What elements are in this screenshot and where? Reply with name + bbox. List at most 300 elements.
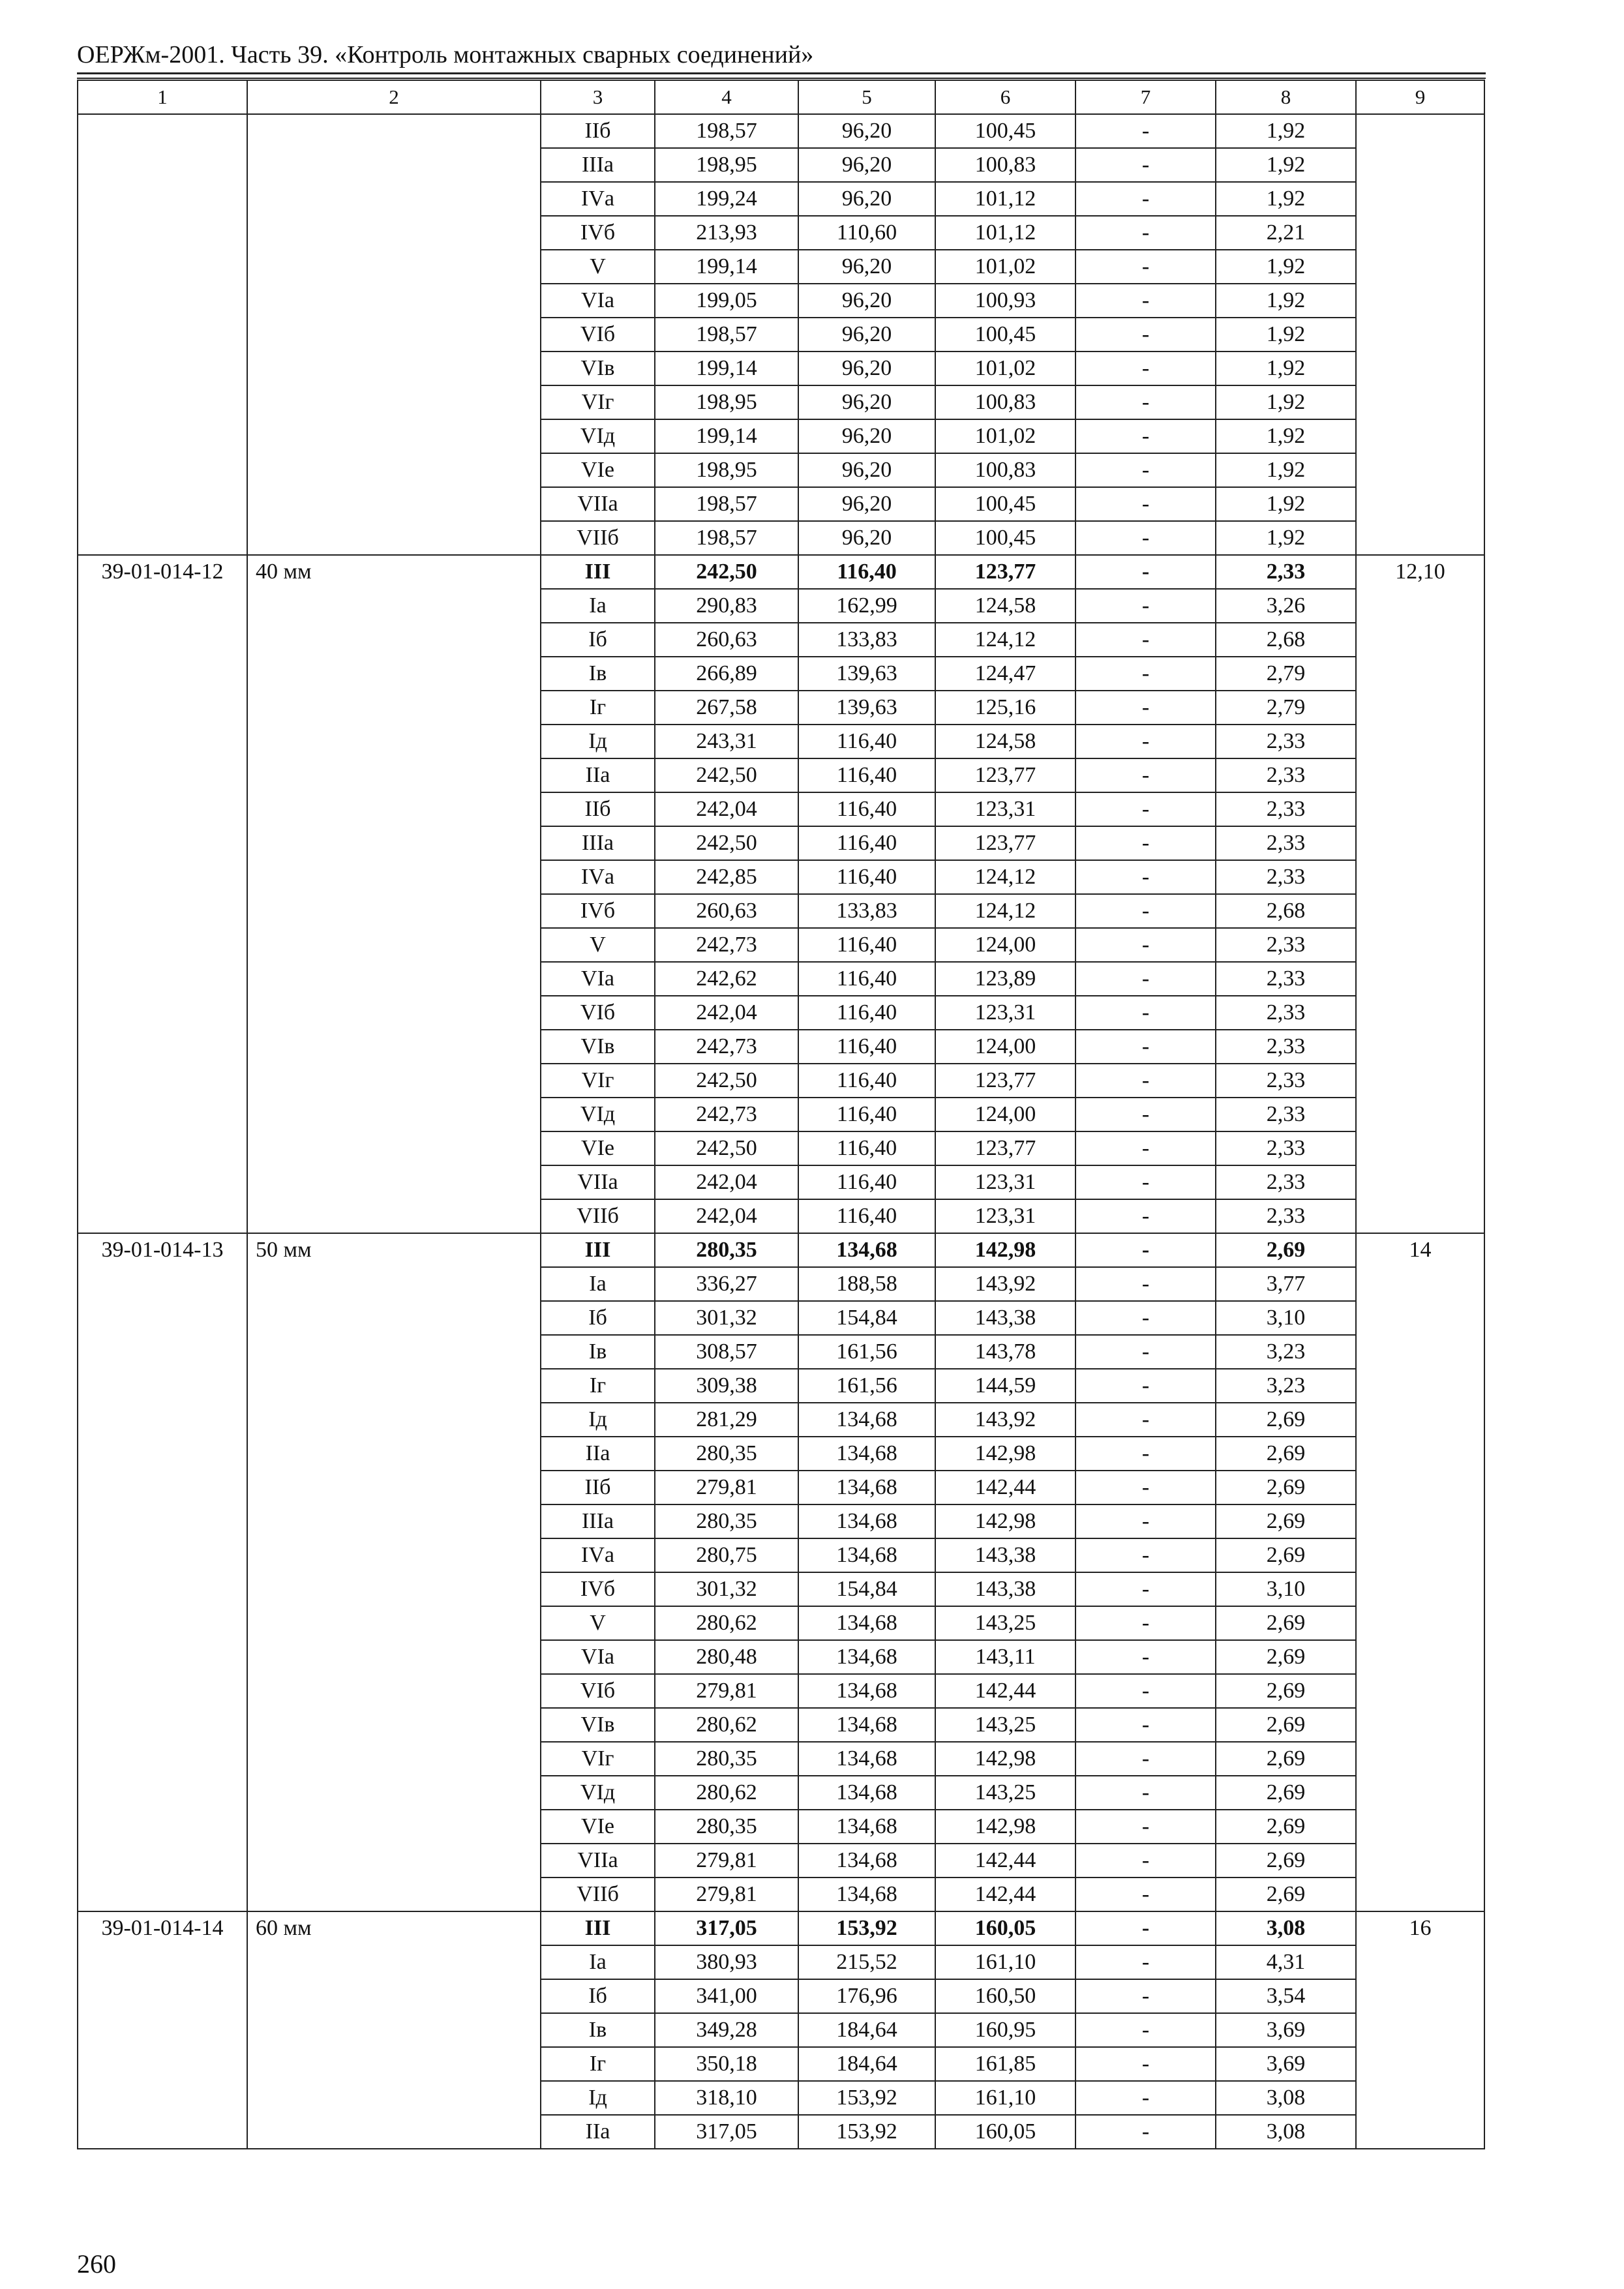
table-cell-c3: VIIа <box>541 487 655 521</box>
table-cell-c6: 123,77 <box>935 555 1075 589</box>
column-number-cell: 4 <box>655 80 798 114</box>
table-cell-c4: 242,62 <box>655 962 798 996</box>
table-cell-c8: 1,92 <box>1216 250 1356 284</box>
table-cell-c5: 134,68 <box>798 1742 935 1776</box>
table-cell-c6: 142,44 <box>935 1674 1075 1708</box>
table-cell-c8: 3,08 <box>1216 2115 1356 2149</box>
table-cell-c8: 1,92 <box>1216 453 1356 487</box>
table-cell-c7: - <box>1075 1504 1216 1538</box>
column-number-cell: 6 <box>935 80 1075 114</box>
table-cell-c4: 317,05 <box>655 1911 798 1945</box>
table-cell-c4: 279,81 <box>655 1674 798 1708</box>
table-cell-c5: 153,92 <box>798 1911 935 1945</box>
table-cell-c4: 260,63 <box>655 894 798 928</box>
table-cell-c4: 336,27 <box>655 1267 798 1301</box>
column-number-cell: 8 <box>1216 80 1356 114</box>
table-cell-c7: - <box>1075 2047 1216 2081</box>
table-cell-c3: VIIб <box>541 1199 655 1233</box>
table-cell-c7: - <box>1075 792 1216 826</box>
table-cell-c7: - <box>1075 657 1216 691</box>
table-cell-c5: 116,40 <box>798 1131 935 1165</box>
table-cell-c8: 2,68 <box>1216 894 1356 928</box>
table-cell-c7: - <box>1075 1844 1216 1878</box>
table-cell-c6: 124,12 <box>935 623 1075 657</box>
total-cell: 16 <box>1356 1911 1484 2149</box>
table-cell-c4: 267,58 <box>655 691 798 725</box>
table-cell-c5: 116,40 <box>798 725 935 758</box>
table-cell-c5: 134,68 <box>798 1844 935 1878</box>
table-cell-c8: 1,92 <box>1216 419 1356 453</box>
table-cell-c7: - <box>1075 521 1216 555</box>
table-cell-c3: IIа <box>541 2115 655 2149</box>
table-cell-c6: 100,45 <box>935 114 1075 148</box>
table-cell-c8: 3,54 <box>1216 1979 1356 2013</box>
table-cell-c7: - <box>1075 1708 1216 1742</box>
table-cell-c6: 123,77 <box>935 1064 1075 1098</box>
table-cell-c6: 124,12 <box>935 860 1075 894</box>
table-cell-c8: 1,92 <box>1216 148 1356 182</box>
table-cell-c7: - <box>1075 385 1216 419</box>
table-cell-c6: 143,92 <box>935 1267 1075 1301</box>
table-cell-c8: 1,92 <box>1216 114 1356 148</box>
table-cell-c6: 142,44 <box>935 1878 1075 1911</box>
table-cell-c3: IVа <box>541 182 655 216</box>
table-cell-c7: - <box>1075 1471 1216 1504</box>
table-cell-c6: 142,44 <box>935 1471 1075 1504</box>
table-row <box>78 1911 1484 1945</box>
column-number-cell: 5 <box>798 80 935 114</box>
table-cell-c6: 100,45 <box>935 318 1075 352</box>
table-cell-c6: 143,25 <box>935 1776 1075 1810</box>
table-cell-c8: 2,69 <box>1216 1640 1356 1674</box>
table-cell-c3: VIд <box>541 1098 655 1131</box>
table-cell-c5: 184,64 <box>798 2047 935 2081</box>
table-cell-c3: IIIа <box>541 826 655 860</box>
table-cell-c4: 199,14 <box>655 352 798 385</box>
table-cell-c3: VIд <box>541 1776 655 1810</box>
table-cell-c8: 2,33 <box>1216 555 1356 589</box>
table-cell-c8: 3,10 <box>1216 1572 1356 1606</box>
table-cell-c6: 100,83 <box>935 453 1075 487</box>
table-cell-c8: 2,69 <box>1216 1606 1356 1640</box>
table-cell-c7: - <box>1075 453 1216 487</box>
table-cell-c7: - <box>1075 2081 1216 2115</box>
table-cell-c8: 2,33 <box>1216 928 1356 962</box>
table-cell-c6: 160,95 <box>935 2013 1075 2047</box>
table-cell-c6: 125,16 <box>935 691 1075 725</box>
table-cell-c8: 1,92 <box>1216 352 1356 385</box>
table-cell-c8: 2,33 <box>1216 792 1356 826</box>
table-cell-c4: 280,48 <box>655 1640 798 1674</box>
table-cell-c6: 123,77 <box>935 758 1075 792</box>
table-cell-c7: - <box>1075 962 1216 996</box>
table-cell-c7: - <box>1075 1165 1216 1199</box>
table-cell-c3: VIа <box>541 284 655 318</box>
table-cell-c4: 350,18 <box>655 2047 798 2081</box>
table-cell-c6: 143,25 <box>935 1708 1075 1742</box>
table-cell-c4: 280,35 <box>655 1233 798 1267</box>
table-cell-c5: 96,20 <box>798 318 935 352</box>
table-cell-c6: 160,05 <box>935 2115 1075 2149</box>
table-cell-c5: 134,68 <box>798 1403 935 1437</box>
table-cell-c8: 2,21 <box>1216 216 1356 250</box>
table-cell-c7: - <box>1075 1301 1216 1335</box>
table-cell-c8: 2,69 <box>1216 1708 1356 1742</box>
table-cell-c7: - <box>1075 2013 1216 2047</box>
table-cell-c4: 317,05 <box>655 2115 798 2149</box>
table-cell-c5: 184,64 <box>798 2013 935 2047</box>
table-cell-c8: 2,33 <box>1216 826 1356 860</box>
table-cell-c3: VIе <box>541 453 655 487</box>
column-number-cell: 7 <box>1075 80 1216 114</box>
table-cell-c3: V <box>541 250 655 284</box>
table-cell-c3: Iб <box>541 623 655 657</box>
table-cell-c3: Iд <box>541 1403 655 1437</box>
table-cell-c8: 2,69 <box>1216 1674 1356 1708</box>
table-cell-c8: 1,92 <box>1216 521 1356 555</box>
table-cell-c7: - <box>1075 1369 1216 1403</box>
table-cell-c6: 101,02 <box>935 250 1075 284</box>
table-cell-c3: IIб <box>541 792 655 826</box>
table-cell-c7: - <box>1075 1267 1216 1301</box>
table-cell-c7: - <box>1075 114 1216 148</box>
table-cell-c4: 309,38 <box>655 1369 798 1403</box>
table-cell-c7: - <box>1075 318 1216 352</box>
table-cell-c3: VIа <box>541 1640 655 1674</box>
table-cell-c4: 243,31 <box>655 725 798 758</box>
table-cell-c6: 101,02 <box>935 352 1075 385</box>
table-cell-c3: VIд <box>541 419 655 453</box>
header-rule-secondary <box>77 78 1486 79</box>
column-number-row <box>78 80 1484 114</box>
table-cell-c8: 2,33 <box>1216 860 1356 894</box>
table-cell-c5: 116,40 <box>798 1098 935 1131</box>
table-cell-c7: - <box>1075 216 1216 250</box>
table-cell-c8: 3,10 <box>1216 1301 1356 1335</box>
table-cell-c5: 116,40 <box>798 555 935 589</box>
table-cell-c5: 134,68 <box>798 1504 935 1538</box>
table-cell-c6: 143,38 <box>935 1572 1075 1606</box>
table-cell-c3: Iд <box>541 2081 655 2115</box>
rates-table-body <box>78 80 1484 2149</box>
table-cell-c8: 2,69 <box>1216 1538 1356 1572</box>
table-cell-c5: 116,40 <box>798 962 935 996</box>
table-cell-c4: 280,35 <box>655 1742 798 1776</box>
table-cell-c8: 2,69 <box>1216 1844 1356 1878</box>
table-cell-c5: 96,20 <box>798 148 935 182</box>
table-cell-c7: - <box>1075 1131 1216 1165</box>
table-cell-c3: VIIа <box>541 1844 655 1878</box>
page-number: 260 <box>77 2249 116 2279</box>
column-number-cell: 3 <box>541 80 655 114</box>
table-cell-c3: VIе <box>541 1810 655 1844</box>
table-cell-c6: 161,10 <box>935 1945 1075 1979</box>
table-cell-c8: 3,69 <box>1216 2047 1356 2081</box>
table-cell-c3: VIг <box>541 1064 655 1098</box>
table-cell-c7: - <box>1075 1776 1216 1810</box>
table-cell-c6: 100,83 <box>935 148 1075 182</box>
table-cell-c4: 213,93 <box>655 216 798 250</box>
table-cell-c3: Iг <box>541 1369 655 1403</box>
header-rule <box>77 72 1486 74</box>
table-cell-c7: - <box>1075 182 1216 216</box>
table-cell-c3: Iг <box>541 2047 655 2081</box>
rate-code-cell: 39-01-014-14 <box>78 1911 247 2149</box>
table-cell-c6: 123,31 <box>935 1165 1075 1199</box>
table-cell-c3: IIIа <box>541 1504 655 1538</box>
table-cell-c6: 100,45 <box>935 521 1075 555</box>
table-cell-c4: 198,95 <box>655 148 798 182</box>
table-cell-c6: 142,98 <box>935 1233 1075 1267</box>
table-cell-c8: 3,08 <box>1216 2081 1356 2115</box>
table-cell-c3: III <box>541 555 655 589</box>
table-cell-c4: 380,93 <box>655 1945 798 1979</box>
table-cell-c8: 3,26 <box>1216 589 1356 623</box>
table-cell-c5: 188,58 <box>798 1267 935 1301</box>
table-cell-c6: 100,45 <box>935 487 1075 521</box>
table-cell-c4: 341,00 <box>655 1979 798 2013</box>
table-cell-c7: - <box>1075 1572 1216 1606</box>
table-cell-c5: 96,20 <box>798 453 935 487</box>
table-cell-c8: 3,23 <box>1216 1369 1356 1403</box>
table-cell-c5: 134,68 <box>798 1810 935 1844</box>
table-cell-c4: 242,50 <box>655 1064 798 1098</box>
table-cell-c7: - <box>1075 284 1216 318</box>
table-cell-c3: V <box>541 1606 655 1640</box>
table-cell-c6: 142,98 <box>935 1742 1075 1776</box>
table-cell-c8: 2,69 <box>1216 1878 1356 1911</box>
table-cell-c3: III <box>541 1911 655 1945</box>
table-cell-c6: 124,47 <box>935 657 1075 691</box>
table-cell-c5: 116,40 <box>798 1199 935 1233</box>
table-cell-c8: 2,79 <box>1216 657 1356 691</box>
table-cell-c3: Iв <box>541 2013 655 2047</box>
table-cell-c6: 101,12 <box>935 216 1075 250</box>
total-cell: 12,10 <box>1356 555 1484 1233</box>
table-cell-c4: 301,32 <box>655 1572 798 1606</box>
table-cell-c4: 242,73 <box>655 928 798 962</box>
table-cell-c5: 133,83 <box>798 623 935 657</box>
table-cell-c6: 161,85 <box>935 2047 1075 2081</box>
table-cell-c5: 134,68 <box>798 1606 935 1640</box>
table-cell-c8: 1,92 <box>1216 318 1356 352</box>
table-cell-c4: 198,57 <box>655 114 798 148</box>
table-cell-c5: 176,96 <box>798 1979 935 2013</box>
table-cell-c3: VIб <box>541 318 655 352</box>
table-cell-c6: 123,31 <box>935 996 1075 1030</box>
table-cell-c3: Iд <box>541 725 655 758</box>
table-cell-c5: 134,68 <box>798 1471 935 1504</box>
table-cell-c5: 116,40 <box>798 826 935 860</box>
table-cell-c7: - <box>1075 1437 1216 1471</box>
table-cell-c4: 280,62 <box>655 1708 798 1742</box>
table-cell-c8: 2,33 <box>1216 1098 1356 1131</box>
table-cell-c6: 143,92 <box>935 1403 1075 1437</box>
table-cell-c7: - <box>1075 555 1216 589</box>
table-cell-c3: VIа <box>541 962 655 996</box>
table-cell-c6: 124,58 <box>935 589 1075 623</box>
table-cell-c5: 96,20 <box>798 385 935 419</box>
table-cell-c6: 143,38 <box>935 1538 1075 1572</box>
table-cell-c7: - <box>1075 1945 1216 1979</box>
table-cell-c8: 2,33 <box>1216 1199 1356 1233</box>
table-cell-c3: Iа <box>541 589 655 623</box>
table-cell-c7: - <box>1075 1064 1216 1098</box>
table-cell-c3: VIIа <box>541 1165 655 1199</box>
document-header-title: ОЕРЖм-2001. Часть 39. «Контроль монтажных сварных соединений» <box>77 41 814 68</box>
table-row <box>78 555 1484 589</box>
table-cell-c7: - <box>1075 148 1216 182</box>
table-cell-c3: Iа <box>541 1267 655 1301</box>
table-cell-c3: VIг <box>541 385 655 419</box>
table-cell-c6: 142,98 <box>935 1504 1075 1538</box>
table-cell-c6: 142,44 <box>935 1844 1075 1878</box>
table-cell-c4: 301,32 <box>655 1301 798 1335</box>
table-cell-c6: 123,31 <box>935 792 1075 826</box>
table-cell-c7: - <box>1075 2115 1216 2149</box>
table-cell-c3: IIа <box>541 758 655 792</box>
table-cell-c5: 116,40 <box>798 1064 935 1098</box>
table-cell-c4: 349,28 <box>655 2013 798 2047</box>
table-cell-c4: 279,81 <box>655 1471 798 1504</box>
table-cell-c3: Iг <box>541 691 655 725</box>
table-cell-c6: 142,98 <box>935 1437 1075 1471</box>
table-cell-c5: 96,20 <box>798 419 935 453</box>
table-cell-c8: 2,69 <box>1216 1810 1356 1844</box>
table-cell-c5: 215,52 <box>798 1945 935 1979</box>
table-cell-c8: 2,33 <box>1216 1165 1356 1199</box>
table-cell-c7: - <box>1075 623 1216 657</box>
table-cell-c7: - <box>1075 725 1216 758</box>
table-cell-c7: - <box>1075 928 1216 962</box>
table-cell-c7: - <box>1075 589 1216 623</box>
table-cell-c8: 2,33 <box>1216 1030 1356 1064</box>
table-cell-c7: - <box>1075 1335 1216 1369</box>
table-cell-c8: 2,69 <box>1216 1504 1356 1538</box>
table-cell-c4: 290,83 <box>655 589 798 623</box>
table-cell-c8: 2,69 <box>1216 1437 1356 1471</box>
table-cell-c5: 96,20 <box>798 182 935 216</box>
table-cell-c4: 308,57 <box>655 1335 798 1369</box>
table-cell-c5: 134,68 <box>798 1437 935 1471</box>
table-cell-c6: 124,12 <box>935 894 1075 928</box>
table-cell-c5: 96,20 <box>798 284 935 318</box>
table-cell-c4: 198,95 <box>655 385 798 419</box>
table-cell-c3: IIб <box>541 114 655 148</box>
column-number-cell: 1 <box>78 80 247 114</box>
table-cell-c7: - <box>1075 487 1216 521</box>
table-cell-c4: 242,73 <box>655 1030 798 1064</box>
table-cell-c6: 101,02 <box>935 419 1075 453</box>
table-cell-c6: 143,25 <box>935 1606 1075 1640</box>
table-cell-c5: 110,60 <box>798 216 935 250</box>
table-cell-c5: 161,56 <box>798 1335 935 1369</box>
table-cell-c7: - <box>1075 1640 1216 1674</box>
table-cell-c3: Iв <box>541 1335 655 1369</box>
table-cell-c3: IVа <box>541 860 655 894</box>
table-cell-c5: 161,56 <box>798 1369 935 1403</box>
table-cell-c7: - <box>1075 996 1216 1030</box>
table-cell-c4: 199,05 <box>655 284 798 318</box>
rates-table <box>77 80 1485 2149</box>
table-cell-c7: - <box>1075 860 1216 894</box>
table-cell-c8: 3,69 <box>1216 2013 1356 2047</box>
table-cell-c4: 280,35 <box>655 1437 798 1471</box>
table-cell-c3: III <box>541 1233 655 1267</box>
table-cell-c5: 116,40 <box>798 1165 935 1199</box>
table-cell-c4: 198,95 <box>655 453 798 487</box>
table-cell-c7: - <box>1075 250 1216 284</box>
table-cell-c7: - <box>1075 826 1216 860</box>
table-cell-c3: VIIб <box>541 1878 655 1911</box>
table-cell-c4: 198,57 <box>655 318 798 352</box>
table-cell-c5: 116,40 <box>798 1030 935 1064</box>
table-cell-c8: 2,69 <box>1216 1471 1356 1504</box>
table-cell-c6: 123,77 <box>935 1131 1075 1165</box>
table-cell-c5: 134,68 <box>798 1708 935 1742</box>
table-cell-c5: 153,92 <box>798 2115 935 2149</box>
thickness-cell <box>247 114 541 555</box>
table-cell-c3: IVб <box>541 1572 655 1606</box>
table-cell-c7: - <box>1075 1538 1216 1572</box>
table-cell-c3: V <box>541 928 655 962</box>
table-cell-c8: 1,92 <box>1216 487 1356 521</box>
table-cell-c3: IVб <box>541 894 655 928</box>
table-cell-c3: VIв <box>541 1030 655 1064</box>
table-cell-c4: 198,57 <box>655 521 798 555</box>
table-cell-c3: Iб <box>541 1301 655 1335</box>
table-cell-c8: 4,31 <box>1216 1945 1356 1979</box>
table-cell-c5: 96,20 <box>798 114 935 148</box>
table-cell-c6: 123,31 <box>935 1199 1075 1233</box>
table-cell-c7: - <box>1075 894 1216 928</box>
table-cell-c3: IIа <box>541 1437 655 1471</box>
table-cell-c5: 116,40 <box>798 792 935 826</box>
table-cell-c3: Iа <box>541 1945 655 1979</box>
table-cell-c7: - <box>1075 1233 1216 1267</box>
table-cell-c8: 2,69 <box>1216 1742 1356 1776</box>
table-cell-c8: 3,23 <box>1216 1335 1356 1369</box>
table-cell-c8: 2,33 <box>1216 1064 1356 1098</box>
table-cell-c7: - <box>1075 1098 1216 1131</box>
table-cell-c6: 124,00 <box>935 1030 1075 1064</box>
table-cell-c6: 124,58 <box>935 725 1075 758</box>
table-cell-c6: 124,00 <box>935 1098 1075 1131</box>
table-cell-c4: 280,62 <box>655 1606 798 1640</box>
table-cell-c7: - <box>1075 1810 1216 1844</box>
table-cell-c4: 242,85 <box>655 860 798 894</box>
table-cell-c4: 242,50 <box>655 1131 798 1165</box>
table-cell-c3: IVб <box>541 216 655 250</box>
table-cell-c4: 242,04 <box>655 996 798 1030</box>
table-cell-c5: 134,68 <box>798 1538 935 1572</box>
table-cell-c8: 1,92 <box>1216 385 1356 419</box>
table-cell-c3: VIб <box>541 996 655 1030</box>
thickness-cell: 60 мм <box>247 1911 541 2149</box>
table-cell-c7: - <box>1075 758 1216 792</box>
table-cell-c7: - <box>1075 1979 1216 2013</box>
table-cell-c5: 153,92 <box>798 2081 935 2115</box>
table-cell-c7: - <box>1075 1878 1216 1911</box>
rate-code-cell <box>78 114 247 555</box>
table-cell-c4: 242,04 <box>655 1165 798 1199</box>
table-cell-c3: VIе <box>541 1131 655 1165</box>
table-cell-c4: 279,81 <box>655 1844 798 1878</box>
table-cell-c5: 134,68 <box>798 1640 935 1674</box>
table-cell-c5: 134,68 <box>798 1776 935 1810</box>
table-cell-c5: 133,83 <box>798 894 935 928</box>
table-cell-c5: 139,63 <box>798 691 935 725</box>
